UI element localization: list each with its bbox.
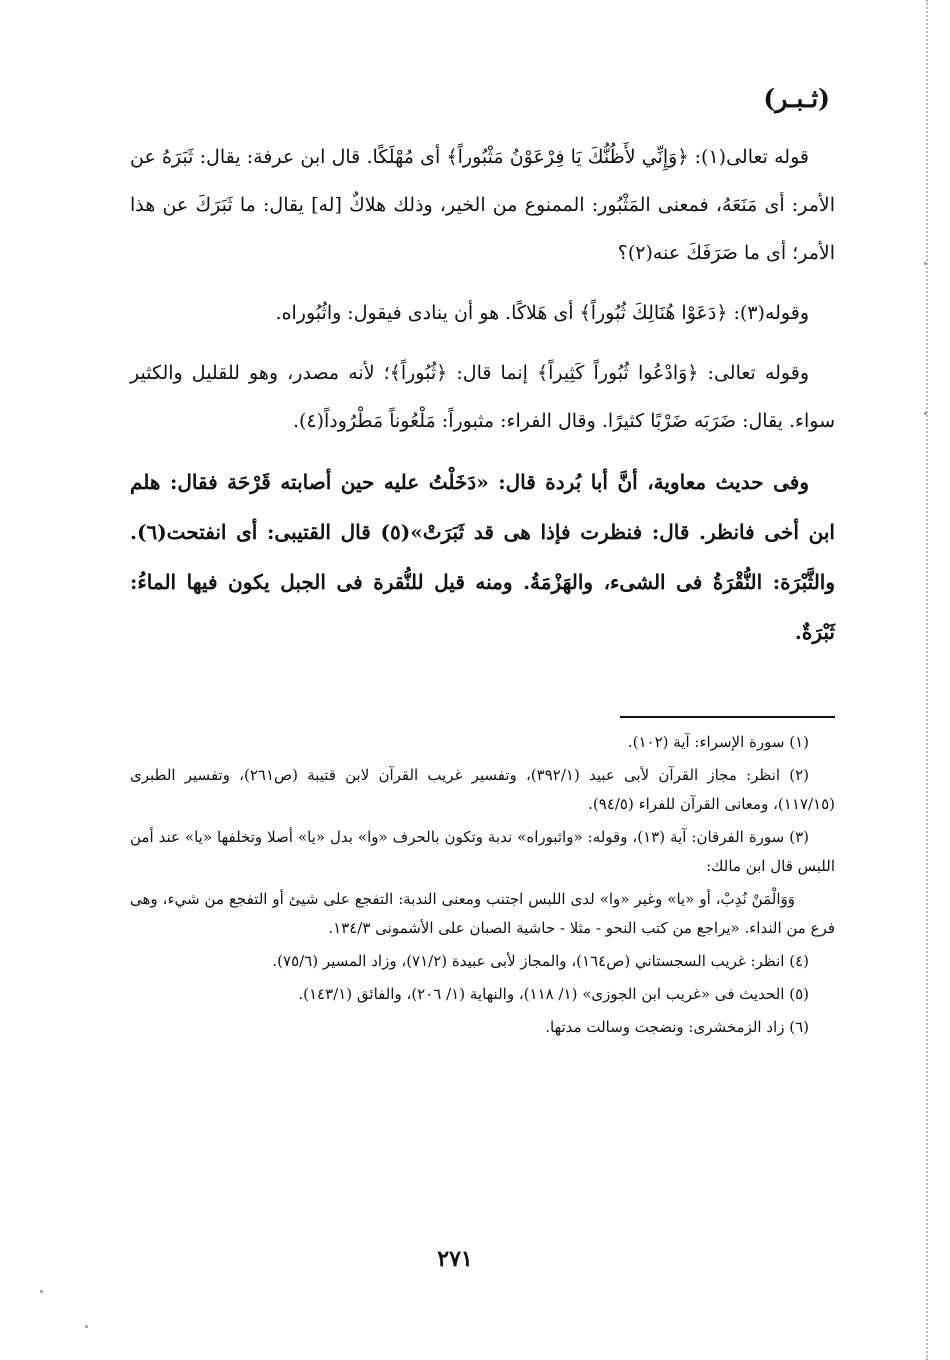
paragraph: وقوله(٣): ﴿دَعَوْا هُنَالِكَ ثُبُوراً﴾ أى هَلاكًا. هو أن ينادى فيقول: واثُبُوراه. — [275, 302, 809, 324]
footnote: (٥) الحديث فى «غريب ابن الجوزى» (١/ ١١٨)، والنهاية (١/ ٢٠٦)، والفائق (١٤٣/١). — [298, 985, 809, 1003]
footnote: (٣) سورة الفرقان: آية (١٣)، وقوله: «واثبوراه» ندبة وتكون بالحرف «وا» بدل «يا» أصلا وتخلفها «يا» عند أمن اللبس قال ابن مالك: — [130, 828, 835, 875]
paragraph: وفى حديث معاوية، أنَّ أبا بُردة قال: «دَخَلْتُ عليه حين أصابته قَرْحَة فقال: هلم ابن أخى فانظر. قال: فنظرت فإذا هى قد ثَبَرَتْ»(٥) قال القتيبى: أى انفتحت(٦). والثَّبْرَة: النُّقْرَةُ فى الشىء، والهَزْمَةُ. ومنه قيل للنُّقرة فى الجبل يكون فيها الماءُ: ثَبْرَةٌ. — [130, 470, 835, 644]
paragraph: وقوله تعالى: ﴿وَادْعُوا ثُبُوراً كَثِيراً﴾ إنما قال: ﴿ثُبُوراً﴾؛ لأنه مصدر، وهو للقليل والكثير سواء. يقال: ضَرَبَه ضَرْبًا كثيرًا. وقال الفراء: مثبوراً: مَلْعُوناً مَطْرُوداً(٤). — [130, 362, 835, 432]
footnote: (٤) انظر: غريب السجستاني (ص١٦٤)، والمجاز لأبى عبيدة (٧١/٢)، وزاد المسير (٧٥/٦). — [272, 952, 809, 970]
scan-speck — [40, 1290, 43, 1293]
footnote-separator — [620, 716, 835, 718]
footnote: (٢) انظر: مجاز القرآن لأبى عبيد (٣٩٢/١)، وتفسير غريب القرآن لابن قتيبة (ص٢٦١)، وتفسير الطبرى (١١٧/١٥)، ومعانى القرآن للفراء (٩٤/٥). — [130, 766, 835, 813]
footnote-verse: وَوَالْمَنْ نُدِبْ، أو «يا» وغير «وا» لدى اللبس اجتنب ومعنى الندبة: التفجع على شيئ أو التفجع من شيء، وهى فرع من النداء. «يراجع من كتب النحو - مثلا - حاشية الصبان على الأشمونى ١٣٤/٣. — [130, 890, 835, 937]
footnotes — [130, 728, 835, 1046]
footnote: (١) سورة الإسراء: آية (١٠٢). — [627, 733, 809, 751]
scan-speck — [924, 412, 927, 415]
margin-dotted-line — [926, 0, 928, 1360]
page-number: ٢٧١ — [437, 1246, 473, 1272]
main-text — [130, 133, 835, 669]
footnote: (٦) زاد الزمخشرى: ونضجت وسالت مدتها. — [545, 1018, 809, 1036]
scan-speck — [85, 1325, 88, 1328]
paragraph: قوله تعالى(١): ﴿وَإِنِّي لأَظُنُّكَ يَا فِرْعَوْنُ مَثْبُوراً﴾ أى مُهْلَكًا. قال ابن عرفة: يقال: ثَبَرَهُ عن الأمر: أى مَنَعَهُ، فمعنى المَثْبُور: الممنوع من الخير، وذلك هلاكٌ [له] يقال: ما ثَبَرَكَ عن هذا الأمر؛ أى ما صَرَفَكَ عنه(٢)؟ — [130, 146, 835, 264]
scan-speck — [924, 262, 927, 265]
entry-heading: (ثـبـر) — [763, 84, 830, 113]
